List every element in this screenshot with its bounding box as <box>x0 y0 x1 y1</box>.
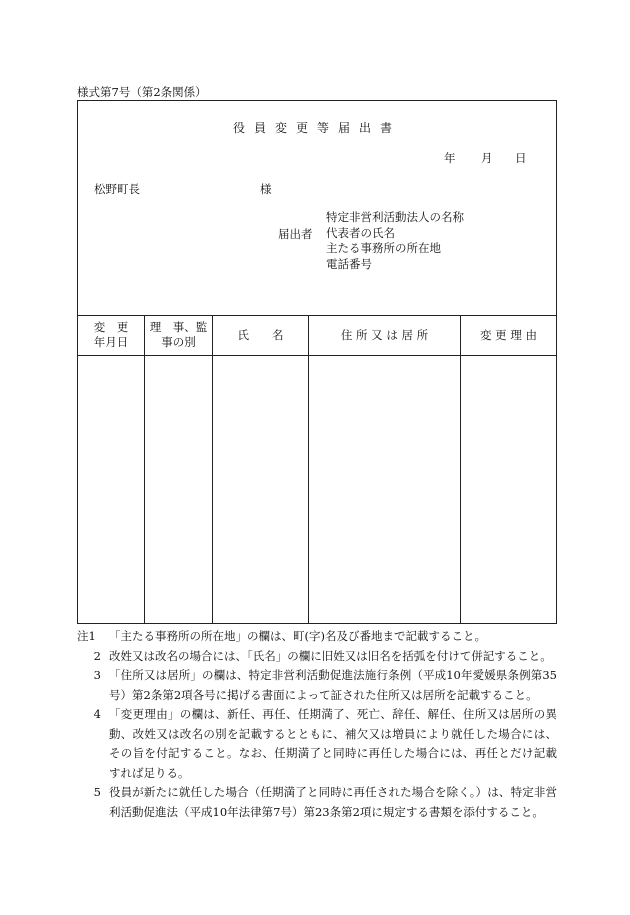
date-day-label: 日 <box>515 151 527 165</box>
notes-section <box>77 627 557 822</box>
header-officer-type <box>145 315 212 355</box>
honorific: 様 <box>260 182 272 196</box>
note-item <box>77 666 557 705</box>
note-number: 5 <box>93 785 101 799</box>
table-header-row <box>78 315 556 356</box>
header-change-date-line1: 変 更 <box>93 320 129 334</box>
header-officer-type-line1: 理 事、監 <box>149 320 208 334</box>
header-change-reason <box>461 315 556 355</box>
header-officer-type-line2: 事の別 <box>161 335 196 349</box>
note-number: 4 <box>93 707 101 721</box>
applicant-label: 届出者 <box>278 227 313 241</box>
applicant-field-office-address: 主たる事務所の所在地 <box>326 241 441 255</box>
date-month-label: 月 <box>481 151 493 165</box>
column-divider-4 <box>460 315 461 623</box>
note-text: 役員が新たに就任した場合（任期満了と同時に再任された場合を除く。）は、特定非営利活動促進法（平成10年法律第7号）第23条第2項に規定する書類を添付すること。 <box>109 785 557 819</box>
note-number: 3 <box>93 668 101 682</box>
header-change-reason-label: 変 更 理 由 <box>480 327 537 342</box>
form-number-label: 様式第7号（第2条関係） <box>77 85 207 99</box>
header-name <box>213 315 308 355</box>
date-line <box>444 150 527 166</box>
note-number: 注1 <box>77 629 96 643</box>
column-divider-2 <box>212 315 213 623</box>
note-item <box>77 705 557 783</box>
note-item <box>77 647 557 667</box>
header-address <box>309 315 460 355</box>
document-title: 役員変更等届出書 <box>232 121 401 135</box>
header-address-label: 住 所 又 は 居 所 <box>340 327 429 342</box>
note-text: 「住所又は居所」の欄は、特定非営利活動促進法施行条例（平成10年愛媛県条例第35号）第2条第2項各号に掲げる書面によって証された住所又は居所を記載すること。 <box>109 668 557 702</box>
header-change-date-line2: 年月日 <box>93 335 129 349</box>
applicant-fields <box>326 210 464 272</box>
form-header-section <box>78 101 556 316</box>
column-divider-3 <box>308 315 309 623</box>
header-change-date <box>78 315 144 355</box>
note-text: 改姓又は改名の場合には、「氏名」の欄に旧姓又は旧名を括弧を付けて併記すること。 <box>109 648 552 663</box>
applicant-field-corp-name: 特定非営利活動法人の名称 <box>326 210 464 224</box>
applicant-field-representative: 代表者の氏名 <box>326 225 395 240</box>
applicant-field-phone: 電話番号 <box>326 256 372 271</box>
note-item <box>77 783 557 822</box>
column-divider-1 <box>144 315 145 623</box>
note-text: 「主たる事務所の所在地」の欄は、町(字)名及び番地まで記載すること。 <box>109 629 486 643</box>
form-frame <box>77 100 557 624</box>
date-year-label: 年 <box>444 151 456 165</box>
note-text: 「変更理由」の欄は、新任、再任、任期満了、死亡、辞任、解任、住所又は居所の異動、改姓又は改名の別を記載するとともに、補欠又は増員により就任した場合には、その旨を付記すること。なお、任期満了と同時に再任した場合には、再任とだけ記載すれば足りる。 <box>109 707 557 780</box>
addressee: 松野町長 <box>94 182 140 196</box>
note-item <box>77 627 557 647</box>
note-number: 2 <box>93 648 101 663</box>
header-name-label: 氏 名 <box>237 327 284 342</box>
